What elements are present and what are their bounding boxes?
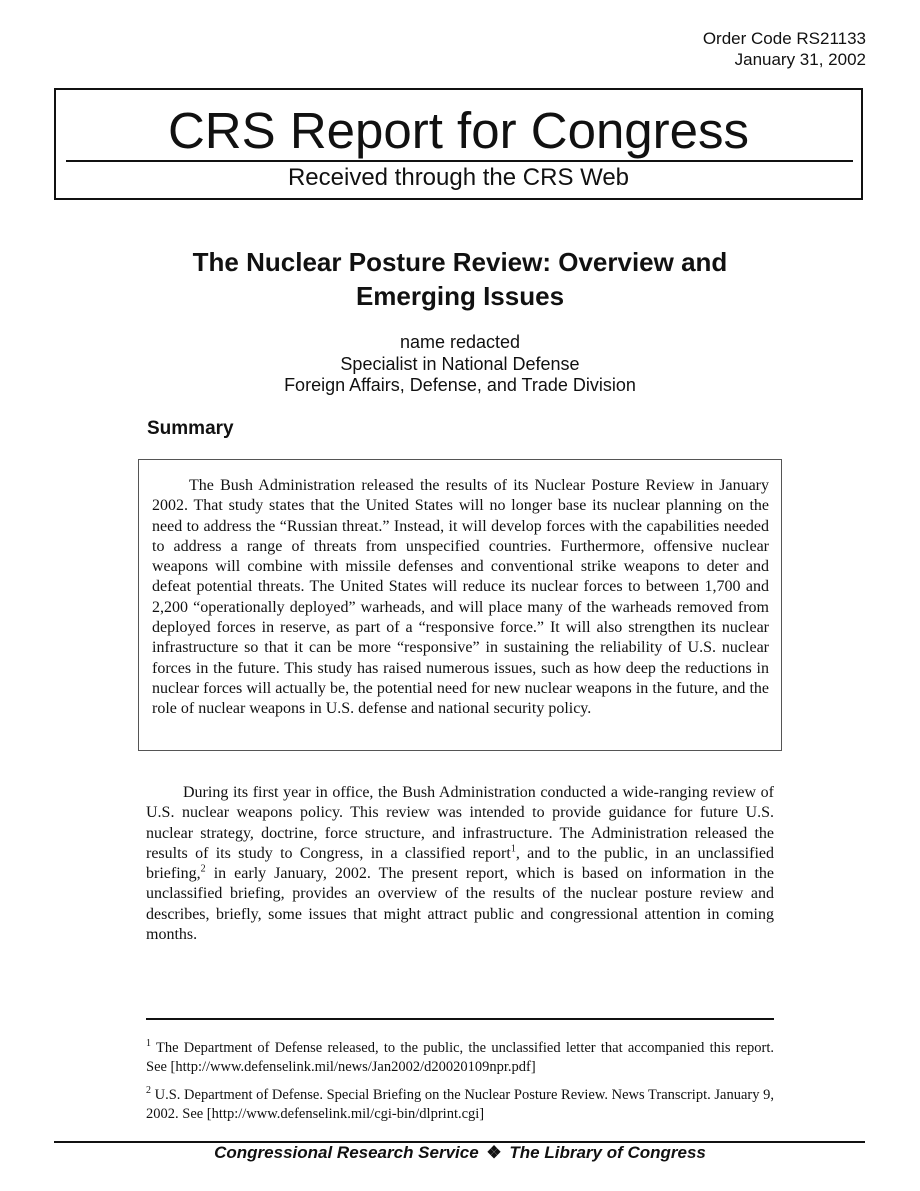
footnote-1 <box>146 1039 774 1077</box>
body-paragraph <box>146 783 774 945</box>
body-text-part3: in early January, 2002. The present report, which is based on information in the unclassified briefing, provides an overview of the results of the nuclear posture review and describes, briefly, some issues that might attract public and congressional attention in coming months. <box>146 865 774 944</box>
author-name: name redacted <box>399 332 521 352</box>
footnote-number-1: 1 <box>146 1038 151 1050</box>
ornament-icon: ❖ <box>486 1143 502 1162</box>
footnote-divider <box>146 1018 774 1020</box>
footer-right-text: The Library of Congress <box>509 1143 706 1162</box>
summary-heading: Summary <box>147 418 234 439</box>
order-info <box>703 28 866 70</box>
order-code: Order Code RS21133 <box>702 29 866 48</box>
report-header-title: CRS Report for Congress <box>167 102 750 159</box>
footnote-2 <box>146 1086 774 1124</box>
author-division: Foreign Affairs, Defense, and Trade Division <box>284 375 636 395</box>
page-footer <box>0 1143 920 1163</box>
footer-left-text: Congressional Research Service <box>214 1143 479 1162</box>
body-text-part2: , and to the public, in an unclassified briefing, <box>146 844 774 883</box>
body-text-part1: During its first year in office, the Bush Administration conducted a wide-ranging review of U.S. nuclear weapons policy. This review was intended to provide guidance for future U.S. nuclear strategy, doctrine, force structure, and infrastructure. The Administration released the results of its study to Congress, in a classified report <box>146 784 774 862</box>
footnote-ref-1[interactable]: 1 <box>510 843 516 855</box>
footnote-number-2: 2 <box>146 1085 151 1097</box>
author-position: Specialist in National Defense <box>340 353 580 374</box>
footnote-text-1: The Department of Defense released, to the public, the unclassified letter that accompanied this report. See [http://www.defenselink.mil/news/Jan2002/d20020109npr.pdf] <box>146 1040 774 1075</box>
report-header-subtitle: Received through the CRS Web <box>287 164 630 191</box>
report-date: January 31, 2002 <box>734 50 866 69</box>
report-header-box <box>54 88 863 200</box>
footnote-text-2: U.S. Department of Defense. Special Briefing on the Nuclear Posture Review. News Transcript. January 9, 2002. See [http://www.defenselink.mil/cgi-bin/dlprint.cgi] <box>146 1087 774 1122</box>
header-divider <box>66 160 853 162</box>
footnote-ref-2[interactable]: 2 <box>200 863 206 875</box>
summary-text: The Bush Administration released the results of its Nuclear Posture Review in January 2002. That study states that the United States will no longer base its nuclear planning on the need to address the “Russian threat.” Instead, it will develop forces with the capabilities needed to address a range of threats from unspecified countries. Furthermore, offensive nuclear weapons will combine with missile defenses and conventional strike weapons to deter and defeat potential threats. The United States will reduce its nuclear forces to between 1,700 and 2,200 “operationally deployed” warheads, and will place many of the warheads removed from deployed forces in reserve, as part of a “responsive force.” It will also strengthen its nuclear infrastructure so that it can be more “responsive” in sustaining the reliability of U.S. nuclear forces in the future. This study has raised numerous issues, such as how deep the reductions in nuclear forces will actually be, the potential need for new nuclear weapons in the future, and the role of nuclear weapons in U.S. defense and national security policy. <box>152 477 769 718</box>
author-block <box>140 332 780 397</box>
summary-box <box>138 459 782 751</box>
document-title: The Nuclear Posture Review: Overview and Emerging Issues <box>192 247 728 311</box>
